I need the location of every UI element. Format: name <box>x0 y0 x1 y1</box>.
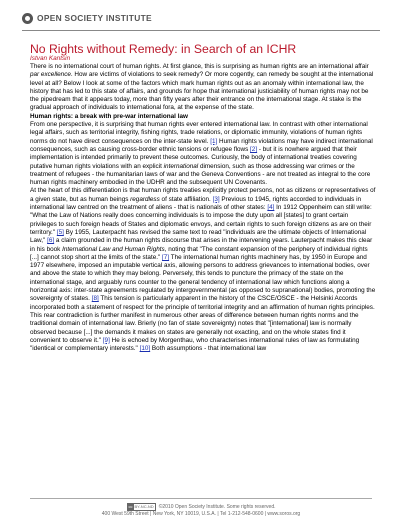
osi-logo-icon <box>22 13 33 24</box>
intro-paragraph: There is no international court of human rights. At first glance, this is surprising as human rights are an international affair par excellence. How are victims of violations to seek remedy? Or more cogently, can remedy be sought at the international level at all? Below I look at some of the factors which mark human rights out as an anomaly within international law, the history that has led to this state of affairs, and grounds for hope that international justiciability of human rights may not be the pipedream that it appears today, more than fifty years after their entrance on the international stage. At stake is the gradual approach of individuals to international fora, at the expense of the state. <box>30 63 374 112</box>
footnote-link[interactable]: [9] <box>102 336 110 344</box>
footer-divider <box>30 498 372 499</box>
article-author: Istvan Kantsin <box>30 55 71 62</box>
footnote-link[interactable]: [7] <box>162 253 170 261</box>
article-title: No Rights without Remedy: in Search of an ICHR <box>30 42 297 56</box>
footnote-link[interactable]: [3] <box>212 195 220 203</box>
copyright-text: ©2010 Open Society Institute. Some rights reserved. <box>158 504 276 510</box>
header-divider <box>22 30 380 31</box>
header-logo <box>22 7 152 29</box>
footnote-link[interactable]: [10] <box>139 345 151 353</box>
section-heading: Human rights: a break with pre-war international law <box>30 112 188 120</box>
logo-text: OPEN SOCIETY INSTITUTE <box>37 13 152 23</box>
paragraph: At the heart of this differentiation is that human rights treaties explicitly protect persons, not as citizens or representatives of a given state, but as human beings regardless of state affiliation. [3] Previous to 1945, rights accorded to individuals in international law centred on the treatment of aliens - that is nationals of other states: [4] In 1912 Oppenheim can still write: "What the Law of Nations really does concerning individuals is to impose the duty upon all [states] to grant certain privileges to such foreign heads of States and diplomatic envoys, and certain rights to such foreign citizens as are on their territory." [5] By 1955, Lauterpacht has revised the same text to read "individuals are the ultimate objects of International Law," [6] a claim grounded in the human rights discourse that arises in the intervening years. Lauterpacht makes this clear in his book International Law and Human Rights, noting that "The constant expansion of the periphery of individual rights [...] cannot stop short at the limits of the state." [7] The international human rights machinery has, by 1950 in Europe and 1977 elsewhere, imposed an imputable vertical axis, allowing persons to address grievances to international bodies, over and above the state to which they may belong. Perversely, this tends to puncture the primacy of the state on the international stage, and arguably runs counter to the general tendency of international law which functions along a horizontal axis: inter-state agreements regulated by intergovernmental (as opposed to supranational) bodies, promoting the sovereignty of states. [8] This tension is particularly apparent in the history of the CSCE/OSCE - the Helsinki Accords incorporated both a statement of respect for the principle of territorial integrity and an affirmation of human rights principles. <box>30 187 376 311</box>
footnote-link[interactable]: [5] <box>56 228 64 236</box>
footnote-link[interactable]: [8] <box>91 295 99 303</box>
footnote-link[interactable]: [1] <box>210 137 218 145</box>
footnote-link[interactable]: [2] <box>250 145 258 153</box>
paragraph: From one perspective, it is surprising that human rights ever entered international law. In contrast with other international legal affairs, such as territorial integrity, fishing rights, trade relations, or diplomatic immunity, violations of human rights norms do not have direct consequences on the inter-state level. [1] Human rights violations may have indirect international consequences, such as causing cross-border ethnic tensions or refugee flows [2] - but it is nowhere argued that their implementation is intended primarily to prevent these outcomes. Curiously, the body of international treaties covering putative human rights violations with an explicit international dimension, such as those addressing war crimes or the treatment of refugees - the humanitarian laws of war and the Geneva Conventions - are not treated as integral to the core human rights machinery embodied in the UDHR and the subsequent UN Covenants. <box>30 121 373 187</box>
footnote-link[interactable]: [4] <box>267 204 275 212</box>
footer-copyright <box>0 503 402 511</box>
footnote-link[interactable]: [6] <box>47 237 55 245</box>
creative-commons-icon: cc BY-NC-ND <box>128 504 154 509</box>
article-body <box>30 63 376 353</box>
paragraph: This rear contradiction is further manifest in numerous other areas of difference between human rights norms and the traditional domain of international law. Brierly (no fan of state sovereignty) notes that "[international] law is normally observed because [...] the demands it makes on states are generally not exacting, and on the whole states find it convenient to observe it." [9] He is echoed by Morgenthau, who characterises international rules of law as formulating "identical or complementary interests." [10] Both assumptions - that international law <box>30 311 360 353</box>
footer-address: 400 West 59th Street | New York, NY 10019, U.S.A. | Tel 1-212-548-0600 | www.soros.org <box>101 511 301 517</box>
